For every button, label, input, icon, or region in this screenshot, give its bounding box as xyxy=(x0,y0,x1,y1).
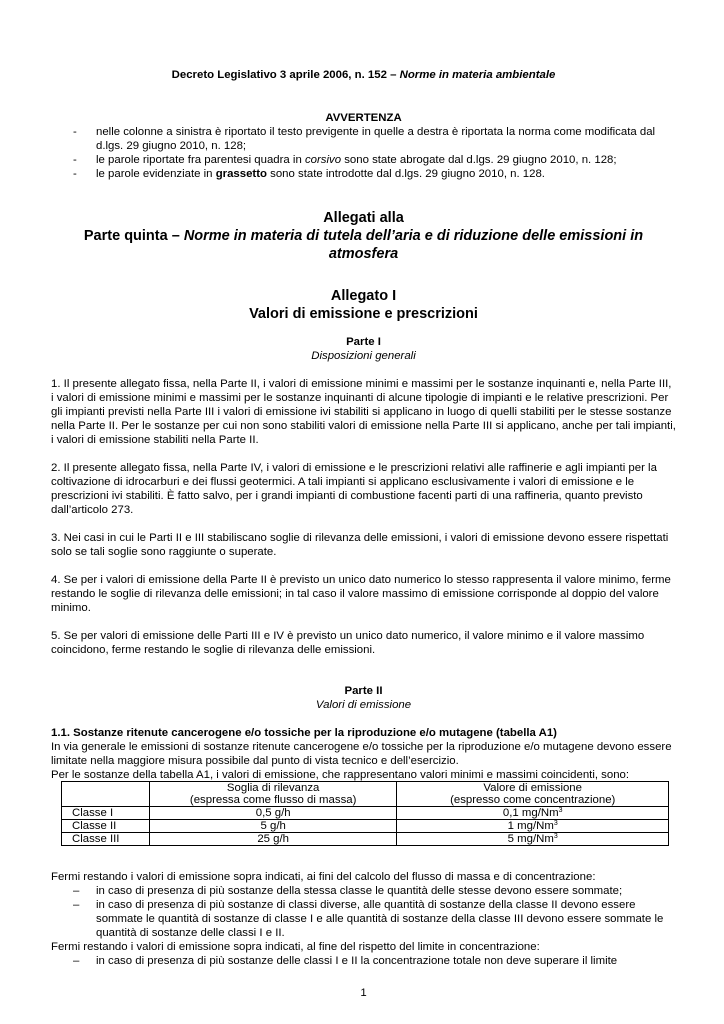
table-cell: 5 mg/Nm$^3$ xyxy=(397,833,669,846)
list-dash: – xyxy=(73,955,80,967)
paragraph: 2. Il presente allegato fissa, nella Parte IV, i valori di emissione e le prescrizioni relativi alle raffinerie e agli impianti per la coltivazione di idrocarburi e dei flussi geotermici. A tali impianti si applicano esclusivamente i valori di emissione e le prescrizioni ivi stabiliti. È fatto salvo, per i grandi impianti di combustione facenti parti di una raffineria, quanto previsto dall’articolo 273. xyxy=(51,462,657,516)
table-cell: 1 mg/Nm$^3$ xyxy=(397,820,669,833)
parte2-heading xyxy=(51,684,676,712)
parte1-title: Parte I xyxy=(346,336,381,348)
paragraph: Fermi restando i valori di emissione sopra indicati, al fine del rispetto del limite in concentrazione: xyxy=(51,941,540,953)
list-dash: – xyxy=(73,899,80,911)
list-dash: - xyxy=(73,154,77,166)
table-row xyxy=(62,833,669,846)
page-number: 1 xyxy=(360,987,367,999)
table-header-cell: Valore di emissione (espresso come concentrazione) xyxy=(397,782,669,807)
list-item: in caso di presenza di più sostanze della stessa classe le quantità delle stesse devono essere sommate; xyxy=(96,885,623,897)
allegati-line1: Allegati alla xyxy=(323,210,404,226)
table-cell: Classe I xyxy=(62,807,150,820)
allegati-heading xyxy=(51,209,676,263)
paragraph: Fermi restando i valori di emissione sopra indicati, ai fini del calcolo del flusso di massa e di concentrazione: xyxy=(51,871,596,883)
list-dash: – xyxy=(73,885,80,897)
parte1-heading xyxy=(51,335,676,363)
parte2-subtitle: Valori di emissione xyxy=(315,699,412,711)
section-title: 1.1. Sostanze ritenute cancerogene e/o tossiche per la riproduzione e/o mutagene (tabella A1) xyxy=(51,727,557,739)
table-cell: Classe II xyxy=(62,820,150,833)
list-item: in caso di presenza di più sostanze di classi diverse, alle quantità di sostanze della classe II devono essere sommate le quantità di sostanze di classe I e alle quantità di sostanze della classe III devono essere sommate le quantità di sostanze delle classi I e II. xyxy=(96,899,664,939)
paragraph: 4. Se per i valori di emissione della Parte II è previsto un unico dato numerico lo stesso rappresenta il valore minimo, ferme restando le soglie di rilevanza delle emissioni; in tal caso il valore massimo di emissione corrisponde al doppio del valore minimo. xyxy=(51,574,671,614)
header-title: Decreto Legislativo 3 aprile 2006, n. 152 – xyxy=(171,69,400,81)
allegato-title: Allegato I xyxy=(330,288,397,304)
table-row xyxy=(62,820,669,833)
table-cell: 0,5 g/h xyxy=(149,807,397,820)
paragraph: 1. Il presente allegato fissa, nella Parte II, i valori di emissione minimi e massimi per le sostanze inquinanti e, nella Parte III, i valori di emissione minimi e massimi per le sostanze inquinanti di alcune tipologie di impianti e le relative prescrizioni. Per gli impianti previsti nella Parte III i valori di emissione ivi stabiliti si applicano in luogo di quelli stabiliti per le stesse sostanze nella Parte II. Per le sostanze per cui non sono stabiliti valori di emissione nella Parte III si applicano, anche per tali impianti, i valori di emissione stabiliti nella Parte II. xyxy=(51,378,676,446)
paragraph: 5. Se per valori di emissione delle Parti III e IV è previsto un unico dato numerico, il valore minimo e il valore massimo coincidono, ferme restando le soglie di rilevanza delle emissioni. xyxy=(51,630,645,656)
table-row xyxy=(62,807,669,820)
table-cell: Classe III xyxy=(62,833,150,846)
emission-table xyxy=(61,781,669,846)
table-header-row xyxy=(62,782,669,807)
warning-item xyxy=(73,167,713,181)
document-header xyxy=(51,68,676,82)
table-cell: 5 g/h xyxy=(149,820,397,833)
allegato-subtitle: Valori di emissione e prescrizioni xyxy=(249,306,478,322)
warning-item xyxy=(73,125,713,153)
table-header-cell: Soglia di rilevanza (espressa come flusso di massa) xyxy=(149,782,397,807)
warning-title: AVVERTENZA xyxy=(325,112,402,124)
table-header-empty xyxy=(62,782,150,807)
allegati-line2: Parte quinta – Norme in materia di tutela dell’aria e di riduzione delle emissioni in atmosfera xyxy=(83,228,644,262)
list-item: in caso di presenza di più sostanze delle classi I e II la concentrazione totale non deve superare il limite xyxy=(96,955,618,967)
section-intro: In via generale le emissioni di sostanze ritenute cancerogene e/o tossiche per la riproduzione e/o mutagene devono essere limitate nella maggiore misura possibile dal punto di vista tecnico e dell’esercizio. xyxy=(51,741,672,767)
warning-item xyxy=(73,153,713,167)
list-dash: - xyxy=(73,168,77,180)
parte2-title: Parte II xyxy=(344,685,383,697)
paragraph: 3. Nei casi in cui le Parti II e III stabiliscano soglie di rilevanza delle emissioni, i valori di emissione devono essere rispettati solo se tali soglie sono raggiunte o superate. xyxy=(51,532,669,558)
table-intro: Per le sostanze della tabella A1, i valori di emissione, che rappresentano valori minimi e massimi coincidenti, sono: xyxy=(51,769,630,781)
table-cell: 25 g/h xyxy=(149,833,397,846)
header-title-italic: Norme in materia ambientale xyxy=(399,69,556,81)
warning-item-text: le parole evidenziate in grassetto sono state introdotte dal d.lgs. 29 giugno 2010, n. 128. xyxy=(96,168,545,180)
table-cell: 0,1 mg/Nm$^3$ xyxy=(397,807,669,820)
warning-item-text: nelle colonne a sinistra è riportato il testo previgente in quelle a destra è riportata la norma come modificata dal d.lgs. 29 giugno 2010, n. 128; xyxy=(96,126,656,152)
warning-item-text: le parole riportate fra parentesi quadra in corsivo sono state abrogate dal d.lgs. 29 giugno 2010, n. 128; xyxy=(96,154,617,166)
parte1-subtitle: Disposizioni generali xyxy=(311,350,416,362)
list-dash: - xyxy=(73,126,77,138)
allegato-heading xyxy=(51,287,676,323)
